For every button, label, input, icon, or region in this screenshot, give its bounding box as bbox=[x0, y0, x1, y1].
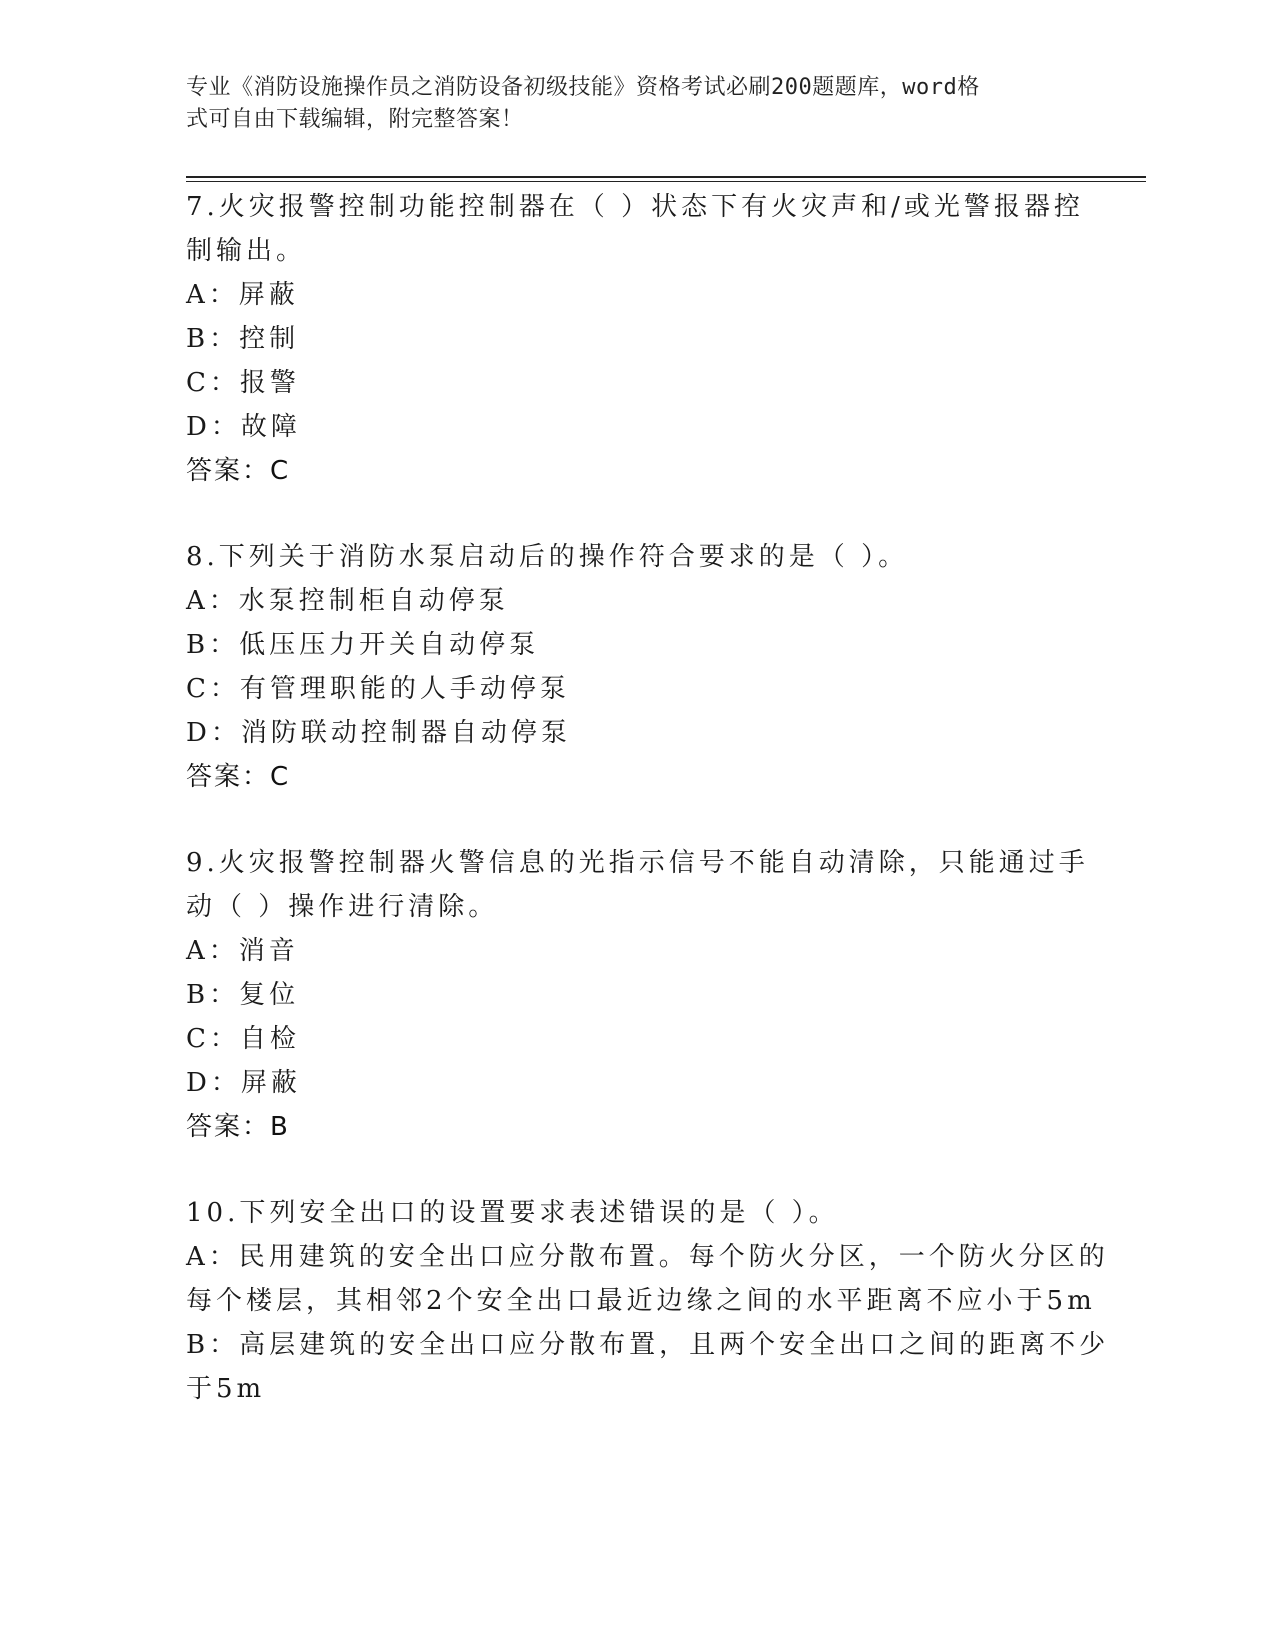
question-10-option-b-line-1: B：高层建筑的安全出口应分散布置，且两个安全出口之间的距离不少 bbox=[186, 1330, 1110, 1360]
question-9-stem-line-1: 9.火灾报警控制器火警信息的光指示信号不能自动清除，只能通过手 bbox=[186, 848, 1089, 878]
header-divider-thin bbox=[186, 181, 1146, 182]
header-line-1: 专业《消防设施操作员之消防设备初级技能》资格考试必刷200题题库，word格 bbox=[186, 75, 980, 100]
question-7-option-a: A：屏蔽 bbox=[186, 280, 299, 310]
question-7-stem-line-2: 制输出。 bbox=[186, 236, 307, 266]
document-header bbox=[186, 72, 1066, 136]
question-7-answer: 答案：C bbox=[186, 456, 291, 486]
question-10-option-b-line-2: 于5m bbox=[186, 1374, 266, 1404]
question-7-stem-line-1: 7.火灾报警控制功能控制器在（ ）状态下有火灾声和/或光警报器控 bbox=[186, 192, 1084, 222]
question-8-stem-line-1: 8.下列关于消防水泵启动后的操作符合要求的是（ ）。 bbox=[186, 542, 909, 572]
question-8-option-a: A：水泵控制柜自动停泵 bbox=[186, 586, 509, 616]
question-10-stem-line-1: 10.下列安全出口的设置要求表述错误的是（ ）。 bbox=[186, 1198, 839, 1228]
question-10-option-a-line-2: 每个楼层，其相邻2个安全出口最近边缘之间的水平距离不应小于5m bbox=[186, 1286, 1096, 1316]
question-9-option-d: D：屏蔽 bbox=[186, 1068, 301, 1098]
question-9-option-c: C：自检 bbox=[186, 1024, 300, 1054]
header-divider bbox=[186, 176, 1146, 178]
question-7-option-d: D：故障 bbox=[186, 412, 301, 442]
question-9-answer: 答案：B bbox=[186, 1112, 290, 1142]
question-8-option-c: C：有管理职能的人手动停泵 bbox=[186, 674, 570, 704]
question-7-option-c: C：报警 bbox=[186, 368, 300, 398]
question-8-answer: 答案：C bbox=[186, 762, 291, 792]
question-9-stem-line-2: 动（ ）操作进行清除。 bbox=[186, 892, 499, 922]
question-9-option-b: B：复位 bbox=[186, 980, 300, 1010]
question-10-option-a-line-1: A：民用建筑的安全出口应分散布置。每个防火分区，一个防火分区的 bbox=[186, 1242, 1109, 1272]
header-line-2: 式可自由下载编辑，附完整答案！ bbox=[186, 107, 524, 132]
question-8-option-d: D：消防联动控制器自动停泵 bbox=[186, 718, 571, 748]
question-7-option-b: B：控制 bbox=[186, 324, 300, 354]
question-8-option-b: B：低压压力开关自动停泵 bbox=[186, 630, 540, 660]
question-9-option-a: A：消音 bbox=[186, 936, 299, 966]
